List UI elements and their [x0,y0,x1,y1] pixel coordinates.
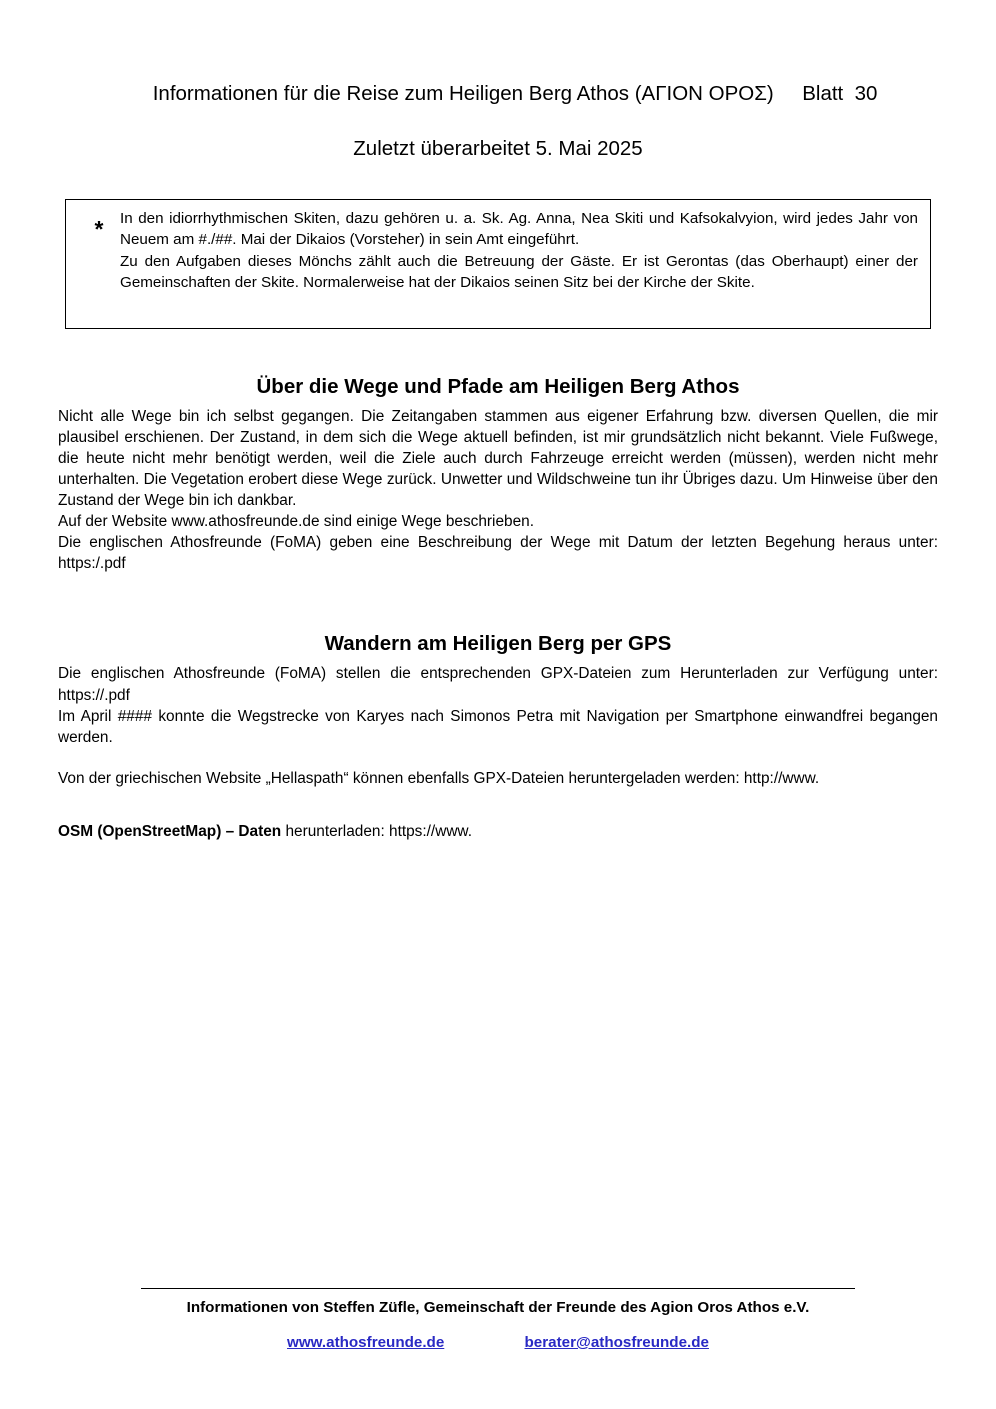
footer-website-link[interactable]: www.athosfreunde.de [287,1334,445,1351]
wege-paragraph-2: Auf der Website www.athosfreunde.de sind einige Wege beschrieben. [58,513,534,531]
note-box [65,199,931,329]
paragraph-spacer [58,748,938,768]
wege-paragraph-1: Nicht alle Wege bin ich selbst gegangen. Die Zeitangaben stammen aus eigener Erfahrung bzw. diversen Quellen, die mir plausibel erschienen. Der Zustand, in dem sich die Wege aktuell befinden, ist mir grundsätzlich nicht bekannt. Viele Fußwege, die heute nicht mehr benötigt werden, weil die Ziele auch durch Fahrzeuge erreicht werden (müssen), werden nicht mehr unterhalten. Die Vegetation erobert diese Wege zurück. Unwetter und Wildschweine tun ihr Übriges dazu. Um Hinweise über den Zustand der Wege bin ich dankbar. [58,407,938,510]
section-wege-und-pfade [58,375,938,575]
osm-link-text: herunterladen: https://www. [281,822,472,840]
header-subtitle: Zuletzt überarbeitet 5. Mai 2025 [353,137,643,161]
page-footer [58,1288,938,1351]
footer-credit: Informationen von Steffen Züfle, Gemeinschaft der Freunde des Agion Oros Athos e.V. [186,1299,810,1316]
osm-download-line [58,823,938,841]
osm-label: OSM (OpenStreetMap) – Daten [58,822,282,840]
note-paragraph-2: Zu den Aufgaben dieses Mönchs zählt auch die Betreuung der Gäste. Er ist Gerontas (das Oberhaupt) einer der Gemeinschaften der Skite. Normalerweise hat der Dikaios seinen Sitz bei der Kirche der Skite. [120,253,918,292]
note-body [120,209,918,294]
section-gps [58,632,938,788]
note-paragraph-1: In den idiorrhythmischen Skiten, dazu gehören u. a. Sk. Ag. Anna, Nea Skiti und Kafsokalvyion, wird jedes Jahr von Neuem am #./##. Mai der Dikaios (Vorsteher) in sein Amt eingeführt. [120,209,918,248]
gps-paragraph-1: Die englischen Athosfreunde (FoMA) stellen die entsprechenden GPX-Dateien zum Herunterladen zur Verfügung unter: https://.pdf [58,665,938,704]
section-wege-body [58,406,938,575]
gps-paragraph-2: Im April #### konnte die Wegstrecke von Karyes nach Simonos Petra mit Navigation per Smartphone einwandfrei begangen werden. [58,707,938,746]
section-wege-title: Über die Wege und Pfade am Heiligen Berg Athos [256,374,740,398]
footer-divider [141,1288,855,1289]
footer-email-link[interactable]: berater@athosfreunde.de [524,1334,709,1351]
page-title: Informationen für die Reise zum Heiligen Berg Athos (ΑΓΙΟΝ ΟΡΟΣ) [152,81,774,105]
asterisk-icon: * [94,215,104,242]
page-header [58,0,938,163]
header-title-line [58,52,938,135]
footer-links [58,1334,938,1351]
section-gps-body [58,663,938,788]
wege-paragraph-3: Die englischen Athosfreunde (FoMA) geben eine Beschreibung der Wege mit Datum der letzten Begehung heraus unter: https:/.pdf [58,534,938,573]
section-gps-title: Wandern am Heiligen Berg per GPS [324,632,672,656]
sheet-number: Blatt 30 [802,81,878,105]
gps-paragraph-3: Von der griechischen Website „Hellaspath“ können ebenfalls GPX-Dateien heruntergeladen werden: http://www. [58,769,820,787]
